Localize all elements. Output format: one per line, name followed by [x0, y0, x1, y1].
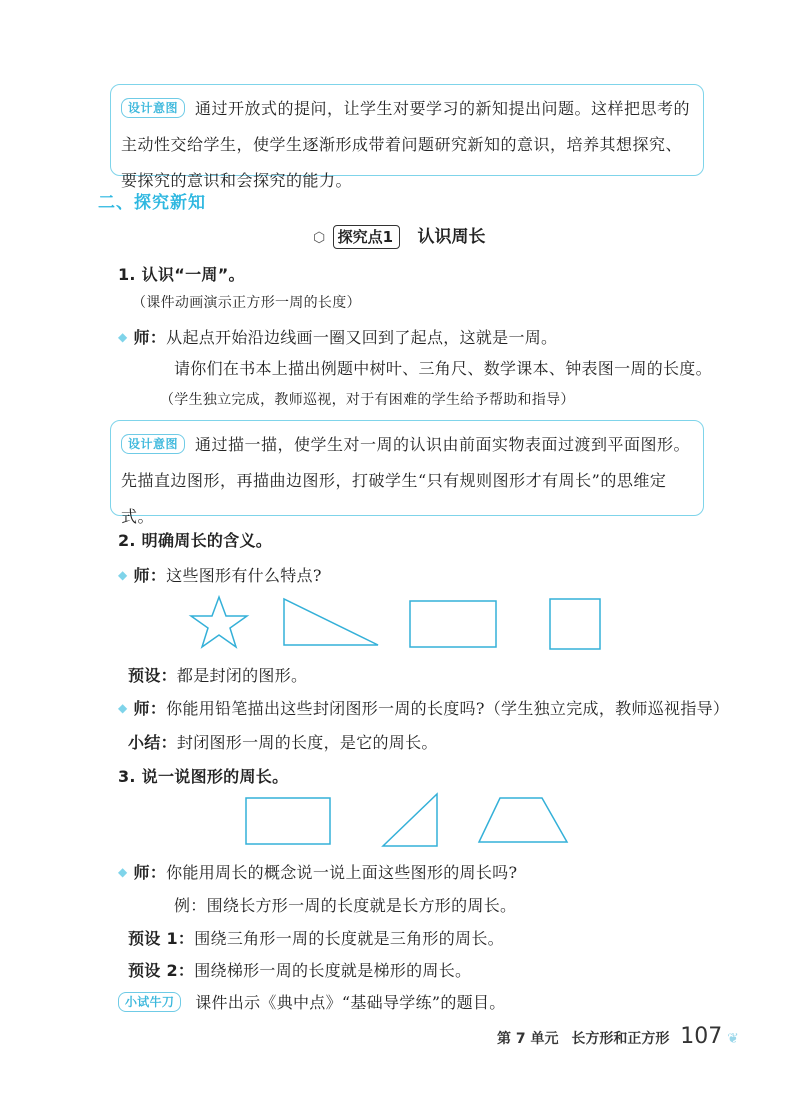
- preset-text: 围绕梯形一周的长度就是梯形的周长。: [194, 961, 472, 980]
- teacher-label: 师：: [133, 699, 167, 718]
- rectangle-shape-2: [245, 797, 331, 845]
- teacher-label: 师：: [133, 328, 167, 347]
- trapezoid-outline: [479, 798, 567, 842]
- item3-preset2-line: [128, 958, 471, 981]
- preset-text: 围绕三角形一周的长度就是三角形的周长。: [194, 929, 504, 948]
- rectangle-outline: [410, 601, 496, 647]
- preset-label: 预设 1：: [128, 929, 195, 948]
- item3-example: 例：围绕长方形一周的长度就是长方形的周长。: [174, 896, 517, 915]
- triangle-outline: [284, 599, 378, 645]
- design-intent-text: 通过开放式的提问，让学生对要学习的新知提出问题。这样把思考的主动性交给学生，使学生逐渐形成带着问题研究新知的意识，培养其想探究、要探究的意识和会探究的能力。: [121, 99, 691, 190]
- item1-line3: （学生独立完成，教师巡视，对于有困难的学生给予帮助和指导）: [160, 392, 575, 408]
- bullet-icon: ◆: [118, 701, 128, 715]
- teacher-label: 师：: [133, 863, 167, 882]
- bullet-icon: ◆: [118, 330, 128, 344]
- teacher-question: 这些图形有什么特点?: [166, 566, 322, 585]
- square-outline: [550, 599, 600, 649]
- design-intent-tag: 设计意图: [121, 98, 185, 118]
- preset-label: 预设 2：: [128, 961, 195, 980]
- section-title: 二、探究新知: [98, 193, 206, 213]
- right-triangle-shape-2: [382, 793, 438, 847]
- star-outline: [191, 597, 247, 647]
- rectangle-shape: [409, 600, 497, 648]
- trapezoid-shape: [478, 797, 568, 843]
- footer-unit-title: 长方形和正方形: [571, 1031, 670, 1047]
- item2-summary-line: [128, 730, 438, 753]
- star-shape: [190, 596, 248, 648]
- bullet-icon: ◆: [118, 865, 128, 879]
- square-shape: [549, 598, 601, 650]
- summary-text: 封闭图形一周的长度，是它的周长。: [176, 733, 438, 752]
- item2-teacher-line: [118, 563, 322, 586]
- item3-teacher-line: [118, 860, 517, 883]
- item3-preset1-line: [128, 926, 504, 949]
- summary-label: 小结：: [128, 733, 177, 752]
- teacher-question: 你能用铅笔描出这些封闭图形一周的长度吗?（学生独立完成，教师巡视指导）: [166, 699, 730, 718]
- item2-heading: 2. 明确周长的含义。: [118, 531, 273, 550]
- teacher-label: 师：: [133, 566, 167, 585]
- right-triangle-shape: [283, 598, 379, 646]
- practice-text: 课件出示《典中点》“基础导学练”的题目。: [195, 993, 506, 1012]
- page-number: 107: [680, 1024, 723, 1049]
- item1-note: （课件动画演示正方形一周的长度）: [132, 295, 361, 311]
- rectangle-outline: [246, 798, 330, 844]
- design-intent-text: 通过描一描，使学生对一周的认识由前面实物表面过渡到平面图形。先描直边图形，再描曲边图形，打破学生“只有规则图形才有周长”的思维定式。: [121, 435, 691, 526]
- item2-teacher-line-2: [118, 696, 729, 719]
- preset-text: 都是封闭的图形。: [176, 666, 308, 685]
- item3-heading: 3. 说一说图形的周长。: [118, 767, 289, 786]
- teacher-question: 你能用周长的概念说一说上面这些图形的周长吗?: [166, 863, 518, 882]
- cube-icon: ⬡: [313, 230, 326, 246]
- item2-preset-line: [128, 663, 307, 686]
- triangle-outline: [383, 794, 437, 846]
- design-intent-box-1: [110, 84, 704, 190]
- leaf-icon: ❦: [727, 1031, 739, 1047]
- footer-unit: 第 7 单元: [497, 1031, 559, 1047]
- item1-line2: 请你们在书本上描出例题中树叶、三角尺、数学课本、钟表图一周的长度。: [174, 359, 712, 378]
- practice-line: [118, 990, 506, 1013]
- page-footer: [497, 1024, 739, 1049]
- explore-point-badge: 探究点1: [333, 225, 400, 249]
- design-intent-tag: 设计意图: [121, 434, 185, 454]
- bullet-icon: ◆: [118, 568, 128, 582]
- explore-point-heading: [313, 222, 485, 249]
- preset-label: 预设：: [128, 666, 177, 685]
- practice-tag: 小试牛刀: [118, 992, 181, 1012]
- explore-point-title: 认识周长: [417, 227, 486, 247]
- item1-heading: 1. 认识“一周”。: [118, 265, 245, 284]
- item1-teacher-line: [118, 325, 557, 348]
- design-intent-box-2: [110, 420, 704, 526]
- teacher-text: 从起点开始沿边线画一圈又回到了起点，这就是一周。: [166, 328, 558, 347]
